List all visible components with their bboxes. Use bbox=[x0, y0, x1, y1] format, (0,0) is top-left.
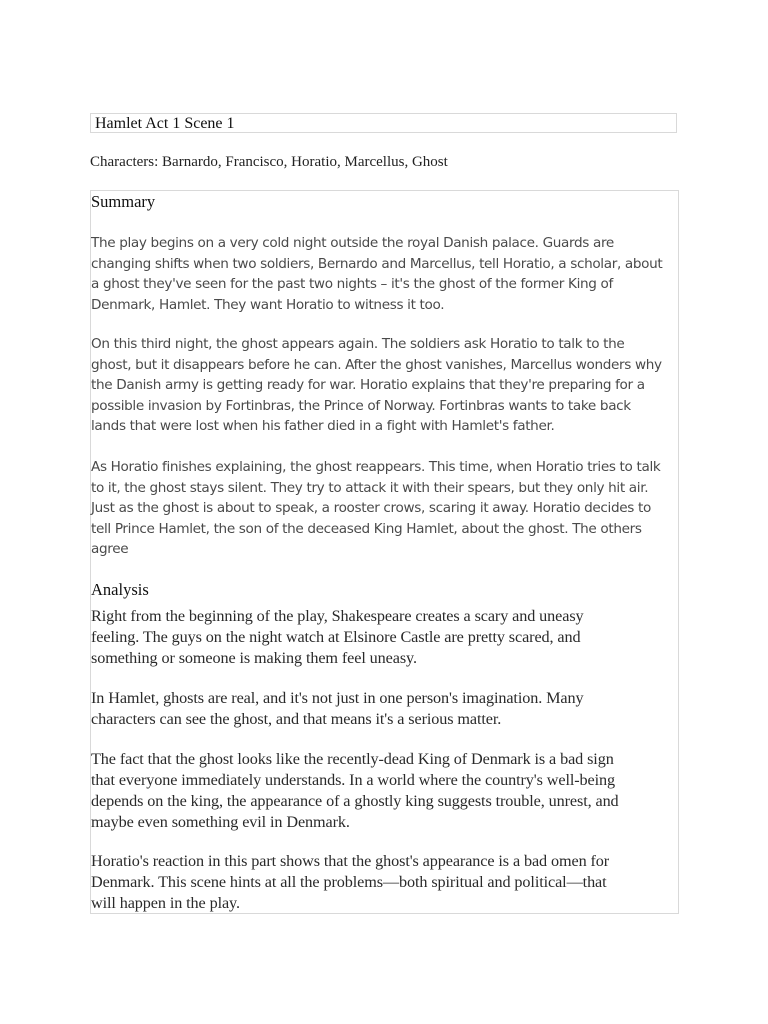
summary-heading: Summary bbox=[91, 192, 156, 211]
text-line: On this third night, the ghost appears again. The soldiers ask Horatio to talk to the bbox=[91, 336, 625, 352]
text-line: that everyone immediately understands. In a world where the country's well-being bbox=[91, 771, 615, 789]
text-line: characters can see the ghost, and that means it's a serious matter. bbox=[91, 710, 502, 728]
characters-line: Characters: Barnardo, Francisco, Horatio, Marcellus, Ghost bbox=[90, 154, 448, 170]
analysis-paragraph-2 bbox=[91, 688, 681, 730]
text-line: the Danish army is getting ready for war. Horatio explains that they're preparing for a bbox=[91, 377, 645, 394]
document-title: Hamlet Act 1 Scene 1 bbox=[90, 113, 677, 133]
text-line: changing shifts when two soldiers, Bernardo and Marcellus, tell Horatio, a scholar, about bbox=[91, 255, 663, 272]
summary-paragraph-2 bbox=[91, 334, 681, 437]
text-line: Horatio's reaction in this part shows that the ghost's appearance is a bad omen for bbox=[91, 852, 610, 870]
analysis-paragraph-4 bbox=[91, 851, 681, 914]
text-line: Denmark, Hamlet. They want Horatio to witness it too. bbox=[91, 296, 445, 313]
text-line: tell Prince Hamlet, the son of the deceased King Hamlet, about the ghost. The others bbox=[91, 520, 642, 537]
text-line: something or someone is making them feel uneasy. bbox=[91, 649, 417, 667]
text-line: ghost, but it disappears before he can. After the ghost vanishes, Marcellus wonders why bbox=[91, 356, 662, 373]
summary-paragraph-1 bbox=[91, 233, 681, 315]
text-line: The play begins on a very cold night outside the royal Danish palace. Guards are bbox=[91, 235, 614, 251]
text-line: Just as the ghost is about to speak, a rooster crows, scaring it away. Horatio decides to bbox=[91, 500, 651, 517]
text-line: lands that were lost when his father died in a fight with Hamlet's father. bbox=[91, 418, 555, 435]
text-line: depends on the king, the appearance of a ghostly king suggests trouble, unrest, and bbox=[91, 792, 619, 810]
text-line: a ghost they've seen for the past two nights – it's the ghost of the former King of bbox=[91, 276, 613, 293]
text-line: The fact that the ghost looks like the recently-dead King of Denmark is a bad sign bbox=[91, 750, 614, 768]
analysis-paragraph-3 bbox=[91, 749, 681, 833]
analysis-paragraph-1 bbox=[91, 606, 681, 669]
text-line: agree bbox=[91, 541, 129, 558]
text-line: possible invasion by Fortinbras, the Prince of Norway. Fortinbras wants to take back bbox=[91, 397, 631, 414]
analysis-heading: Analysis bbox=[91, 580, 149, 599]
summary-paragraph-3 bbox=[91, 457, 681, 560]
content-box bbox=[90, 190, 679, 914]
text-line: Right from the beginning of the play, Shakespeare creates a scary and uneasy bbox=[91, 607, 584, 625]
text-line: Denmark. This scene hints at all the problems—both spiritual and political—that bbox=[91, 873, 607, 891]
text-line: feeling. The guys on the night watch at Elsinore Castle are pretty scared, and bbox=[91, 628, 581, 646]
text-line: As Horatio finishes explaining, the ghost reappears. This time, when Horatio tries to talk bbox=[91, 459, 661, 475]
text-line: to it, the ghost stays silent. They try to attack it with their spears, but they only hit air. bbox=[91, 479, 649, 496]
text-line: will happen in the play. bbox=[91, 894, 240, 912]
text-line: In Hamlet, ghosts are real, and it's not just in one person's imagination. Many bbox=[91, 689, 584, 707]
text-line: maybe even something evil in Denmark. bbox=[91, 813, 350, 831]
